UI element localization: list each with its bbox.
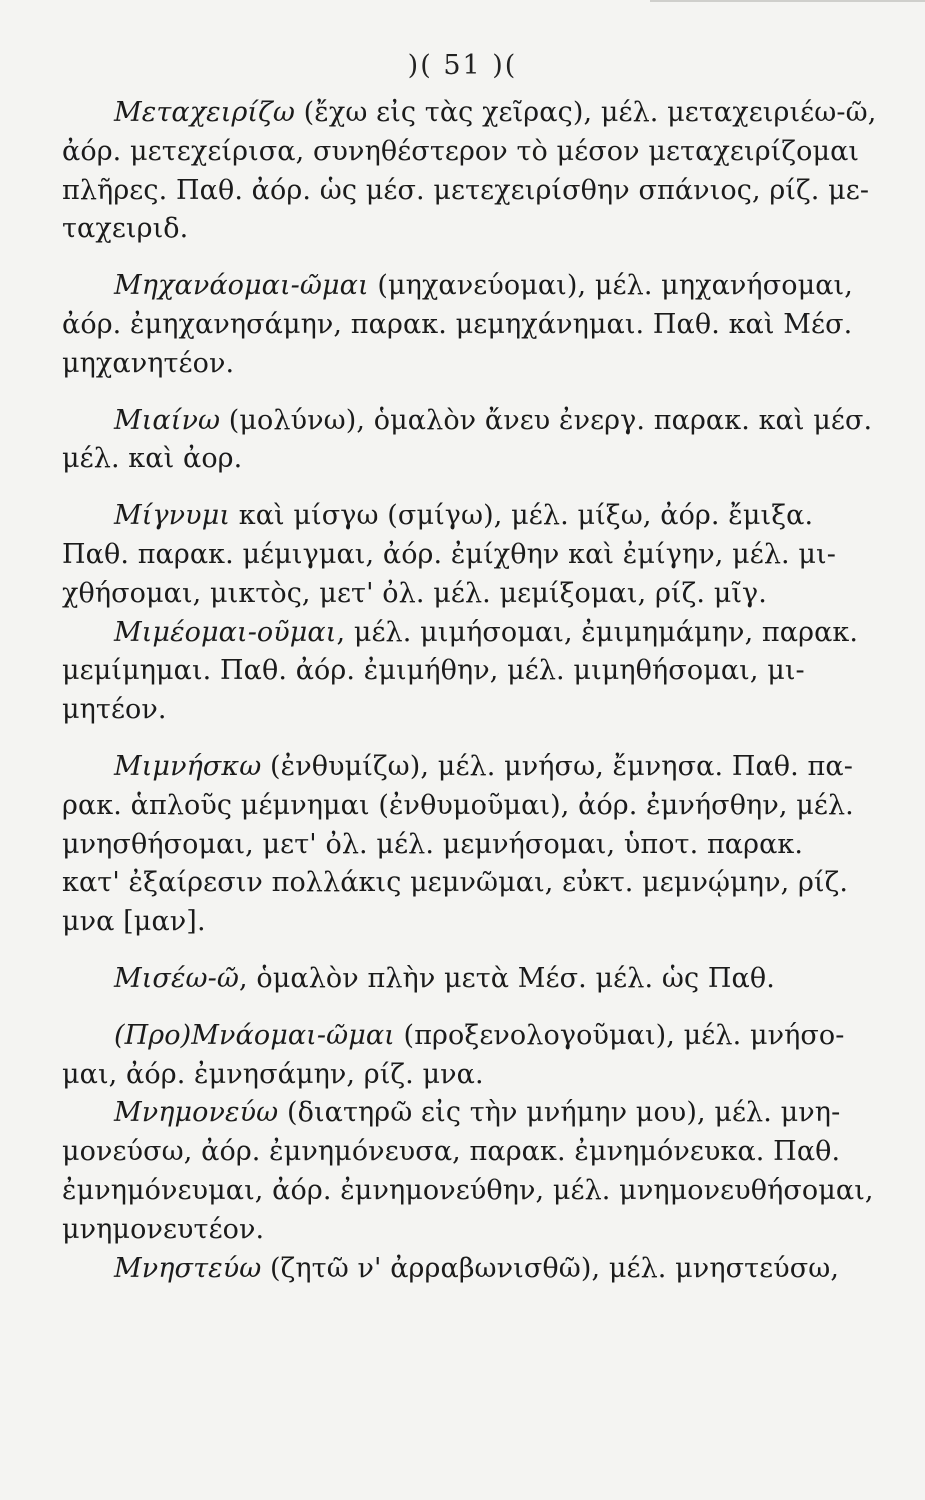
entry-line: μονεύσω, ἀόρ. ἐμνημόνευσα, παρακ. ἐμνημόνευκα. Παθ.: [62, 1136, 841, 1168]
entry-text: (μολύνω), ὁμαλὸν ἄνευ ἐνεργ. παρακ. καὶ μέσ.: [220, 404, 873, 436]
entry-line: [62, 748, 853, 787]
entry-line: [62, 94, 877, 133]
entry-headword: Μιμέομαι-οῦμαι: [114, 616, 337, 648]
entry-headword: Μισέω-ῶ: [114, 962, 240, 994]
entry-line: [62, 1017, 845, 1056]
entry-text: (ζητῶ ν' ἀρραβωνισθῶ), μέλ. μνηστεύσω,: [261, 1252, 840, 1284]
entry-headword: (Προ)Μνάομαι-ῶμαι: [114, 1019, 395, 1051]
entry-headword: Μηχανάομαι-ῶμαι: [114, 270, 369, 302]
entry-headword: Μιαίνω: [114, 404, 221, 436]
top-edge-rule: [650, 0, 925, 2]
entry-line: μαι, ἀόρ. ἐμνησάμην, ρίζ. μνα.: [62, 1058, 484, 1090]
entry-line: [62, 497, 812, 536]
entry-line: πλῆρες. Παθ. ἀόρ. ὡς μέσ. μετεχειρίσθην σπάνιος, ρίζ. με-: [62, 174, 870, 206]
entry-line: Παθ. παρακ. μέμιγμαι, ἀόρ. ἐμίχθην καὶ ἐμίγην, μέλ. μι-: [62, 538, 836, 570]
entry-text: (διατηρῶ εἰς τὴν μνήμην μου), μέλ. μνη-: [278, 1097, 841, 1129]
entry-text: (ἐνθυμίζω), μέλ. μνήσω, ἔμνησα. Παθ. πα-: [261, 750, 853, 782]
entry-line: [62, 960, 812, 999]
entry-headword: Μνηστεύω: [114, 1252, 262, 1284]
entry-line: μνησθήσομαι, μετ' ὀλ. μέλ. μεμνήσομαι, ὑποτ. παρακ.: [62, 828, 804, 860]
entry-line: ἐμνημόνευμαι, ἀόρ. ἐμνημονεύθην, μέλ. μνημονευθήσομαι,: [62, 1174, 874, 1206]
entry-line: μεμίμημαι. Παθ. ἀόρ. ἐμιμήθην, μέλ. μιμηθήσομαι, μι-: [62, 655, 805, 687]
entry-line: ρακ. ἁπλοῦς μέμνημαι (ἐνθυμοῦμαι), ἀόρ. ἐμνήσθην, μέλ.: [62, 789, 854, 821]
entry-line: [62, 1250, 840, 1289]
entry-text: (μηχανεύομαι), μέλ. μηχανήσομαι,: [368, 270, 853, 302]
entry-headword: Μίγνυμι: [114, 500, 231, 532]
entry-line: μέλ. καὶ ἀορ.: [62, 443, 243, 475]
entry-headword: Μεταχειρίζω: [114, 97, 295, 128]
entry-line: μηχανητέον.: [62, 347, 235, 379]
entry-headword: Μιμνήσκω: [114, 750, 262, 782]
entry-text: , μέλ. μιμήσομαι, ἐμιμημάμην, παρακ.: [336, 616, 859, 648]
entry-text: , ὁμαλὸν πλὴν μετὰ Μέσ. μέλ. ὡς Παθ.: [239, 962, 775, 994]
entry-line: [62, 267, 853, 306]
entry-headword: Μνημονεύω: [114, 1097, 279, 1129]
entry-line: μητέον.: [62, 694, 167, 726]
page-number: )( 51 )(: [407, 50, 518, 81]
entry-text: (ἔχω εἰς τὰς χεῖρας), μέλ. μεταχειριέω-ῶ,: [294, 97, 877, 128]
entry-line: [62, 402, 873, 441]
entry-line: [62, 1094, 841, 1133]
entry-line: κατ' ἐξαίρεσιν πολλάκις μεμνῶμαι, εὐκτ. μεμνῴμην, ρίζ.: [62, 867, 849, 899]
entry-line: ἀόρ. ἐμηχανησάμην, παρακ. μεμηχάνημαι. Παθ. καὶ Μέσ.: [62, 308, 853, 340]
entry-text: καὶ μίσγω (σμίγω), μέλ. μίξω, ἀόρ. ἔμιξα.: [230, 500, 814, 532]
entry-line: χθήσομαι, μικτὸς, μετ' ὀλ. μέλ. μεμίξομαι, ρίζ. μῖγ.: [62, 577, 767, 609]
entry-text: (προξενολογοῦμαι), μέλ. μνήσο-: [394, 1019, 845, 1051]
page-body: [62, 94, 877, 1288]
entry-line: ἀόρ. μετεχείρισα, συνηθέστερον τὸ μέσον μεταχειρίζομαι: [62, 135, 860, 167]
entry-line: ταχειριδ.: [62, 213, 189, 245]
entry-line: [62, 614, 859, 653]
entry-line: μνημονευτέον.: [62, 1213, 265, 1245]
entry-line: μνα [μαν].: [62, 906, 206, 938]
